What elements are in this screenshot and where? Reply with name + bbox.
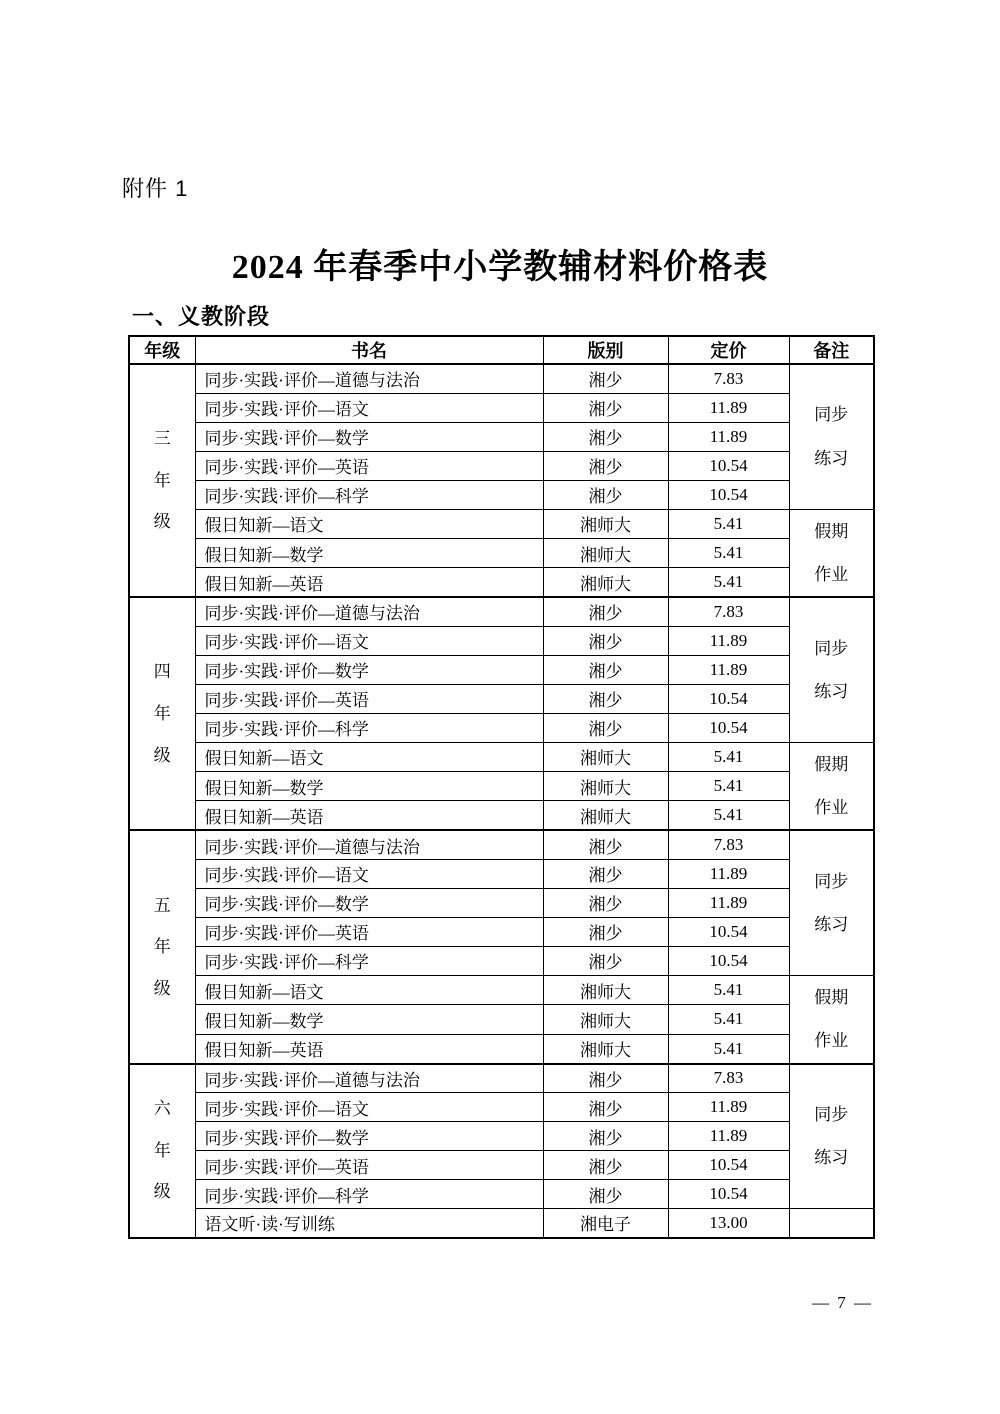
price-cell: 5.41 [668,1034,789,1063]
publisher-cell: 湘少 [543,917,668,946]
table-row [129,1064,874,1093]
table-header-cell: 定价 [668,336,789,364]
book-name-cell: 同步·实践·评价—语文 [195,1093,543,1122]
remark-cell [789,1209,874,1238]
publisher-cell: 湘师大 [543,568,668,597]
remark-cell [789,1064,874,1209]
price-cell: 10.54 [668,684,789,713]
grade-label: 四年级 [153,662,171,765]
grade-label: 三年级 [153,429,171,532]
publisher-cell: 湘少 [543,655,668,684]
remark-label: 同步练习 [814,405,849,468]
book-name-cell: 同步·实践·评价—数学 [195,422,543,451]
grade-label: 六年级 [153,1099,171,1202]
book-name-cell: 假日知新—数学 [195,1005,543,1034]
publisher-cell: 湘少 [543,684,668,713]
table-row [129,684,874,713]
price-cell: 11.89 [668,888,789,917]
price-cell: 11.89 [668,1122,789,1151]
book-name-cell: 假日知新—英语 [195,568,543,597]
table-row [129,772,874,801]
table-row [129,393,874,422]
book-name-cell: 同步·实践·评价—数学 [195,1122,543,1151]
price-cell: 10.54 [668,946,789,975]
remark-label: 同步练习 [814,638,849,701]
table-header-row [129,336,874,364]
book-name-cell: 同步·实践·评价—英语 [195,1151,543,1180]
publisher-cell: 湘师大 [543,801,668,830]
table-row [129,1093,874,1122]
publisher-cell: 湘少 [543,393,668,422]
publisher-cell: 湘少 [543,1064,668,1093]
attachment-label: 附件 1 [122,176,189,201]
table-row [129,626,874,655]
price-cell: 5.41 [668,1005,789,1034]
table-header-cell: 备注 [789,336,874,364]
book-name-cell: 同步·实践·评价—道德与法治 [195,1064,543,1093]
page-number: — 7 — [812,1293,873,1312]
book-name-cell: 同步·实践·评价—数学 [195,655,543,684]
book-name-cell: 假日知新—英语 [195,1034,543,1063]
price-cell: 5.41 [668,772,789,801]
publisher-cell: 湘少 [543,888,668,917]
price-cell: 5.41 [668,975,789,1004]
table-header-cell: 书名 [195,336,543,364]
remark-label: 假期作业 [814,754,849,818]
grade-label: 五年级 [153,895,171,998]
publisher-cell: 湘师大 [543,975,668,1004]
remark-label: 同步练习 [814,1104,849,1168]
price-cell: 7.83 [668,830,789,859]
publisher-cell: 湘少 [543,626,668,655]
price-cell: 5.41 [668,538,789,567]
book-name-cell: 同步·实践·评价—道德与法治 [195,830,543,859]
grade-cell [129,1064,195,1238]
remark-cell [789,597,874,742]
table-row [129,917,874,946]
remark-cell [789,830,874,975]
price-cell: 10.54 [668,917,789,946]
table-row [129,538,874,567]
publisher-cell: 湘师大 [543,1034,668,1063]
book-name-cell: 假日知新—英语 [195,801,543,830]
price-cell: 11.89 [668,393,789,422]
price-cell: 11.89 [668,1093,789,1122]
table-row [129,975,874,1004]
remark-label: 假期作业 [814,987,849,1051]
publisher-cell: 湘少 [543,1093,668,1122]
price-cell: 10.54 [668,1151,789,1180]
grade-cell [129,364,195,597]
price-cell: 11.89 [668,859,789,888]
price-cell: 7.83 [668,364,789,393]
remark-cell [789,742,874,830]
table-row [129,859,874,888]
grade-cell [129,597,195,830]
publisher-cell: 湘师大 [543,1005,668,1034]
remark-cell [789,364,874,509]
price-cell: 11.89 [668,422,789,451]
table-row [129,1005,874,1034]
book-name-cell: 假日知新—数学 [195,772,543,801]
table-row [129,568,874,597]
publisher-cell: 湘少 [543,713,668,742]
table-row [129,1034,874,1063]
price-cell: 7.83 [668,597,789,626]
table-row [129,655,874,684]
table-row [129,1180,874,1209]
publisher-cell: 湘师大 [543,742,668,771]
publisher-cell: 湘少 [543,1122,668,1151]
table-row [129,801,874,830]
price-table [128,335,875,1239]
price-cell: 10.54 [668,1180,789,1209]
book-name-cell: 同步·实践·评价—科学 [195,713,543,742]
publisher-cell: 湘师大 [543,772,668,801]
table-row [129,1151,874,1180]
book-name-cell: 同步·实践·评价—语文 [195,626,543,655]
table-row [129,509,874,538]
book-name-cell: 同步·实践·评价—科学 [195,480,543,509]
book-name-cell: 语文听·读·写训练 [195,1209,543,1238]
price-cell: 7.83 [668,1064,789,1093]
table-row [129,1122,874,1151]
book-name-cell: 同步·实践·评价—道德与法治 [195,364,543,393]
table-row [129,451,874,480]
table-header-cell: 版别 [543,336,668,364]
book-name-cell: 同步·实践·评价—英语 [195,917,543,946]
publisher-cell: 湘少 [543,480,668,509]
publisher-cell: 湘师大 [543,538,668,567]
price-cell: 11.89 [668,655,789,684]
price-cell: 5.41 [668,509,789,538]
book-name-cell: 同步·实践·评价—数学 [195,888,543,917]
publisher-cell: 湘电子 [543,1209,668,1238]
table-row [129,830,874,859]
remark-cell [789,509,874,597]
table-header-cell: 年级 [129,336,195,364]
publisher-cell: 湘师大 [543,509,668,538]
table-row [129,422,874,451]
price-cell: 5.41 [668,742,789,771]
publisher-cell: 湘少 [543,1180,668,1209]
price-cell: 10.54 [668,713,789,742]
price-cell: 5.41 [668,568,789,597]
price-cell: 11.89 [668,626,789,655]
publisher-cell: 湘少 [543,364,668,393]
publisher-cell: 湘少 [543,946,668,975]
book-name-cell: 同步·实践·评价—英语 [195,451,543,480]
book-name-cell: 同步·实践·评价—道德与法治 [195,597,543,626]
price-cell: 5.41 [668,801,789,830]
page-title: 2024 年春季中小学教辅材料价格表 [231,249,769,286]
book-name-cell: 同步·实践·评价—科学 [195,946,543,975]
remark-cell [789,975,874,1063]
table-row [129,742,874,771]
table-row [129,946,874,975]
book-name-cell: 假日知新—语文 [195,509,543,538]
publisher-cell: 湘少 [543,597,668,626]
table-row [129,480,874,509]
grade-cell [129,830,195,1063]
section-heading: 一、义教阶段 [132,304,271,329]
publisher-cell: 湘少 [543,451,668,480]
remark-label: 同步练习 [814,871,849,935]
table-row [129,888,874,917]
publisher-cell: 湘少 [543,422,668,451]
publisher-cell: 湘少 [543,859,668,888]
table-row [129,1209,874,1238]
publisher-cell: 湘少 [543,830,668,859]
price-cell: 13.00 [668,1209,789,1238]
remark-label: 假期作业 [814,521,849,584]
book-name-cell: 同步·实践·评价—科学 [195,1180,543,1209]
book-name-cell: 同步·实践·评价—英语 [195,684,543,713]
book-name-cell: 假日知新—语文 [195,742,543,771]
book-name-cell: 假日知新—数学 [195,538,543,567]
publisher-cell: 湘少 [543,1151,668,1180]
book-name-cell: 同步·实践·评价—语文 [195,393,543,422]
table-row [129,597,874,626]
table-row [129,713,874,742]
book-name-cell: 同步·实践·评价—语文 [195,859,543,888]
table-row [129,364,874,393]
book-name-cell: 假日知新—语文 [195,975,543,1004]
price-cell: 10.54 [668,480,789,509]
price-cell: 10.54 [668,451,789,480]
